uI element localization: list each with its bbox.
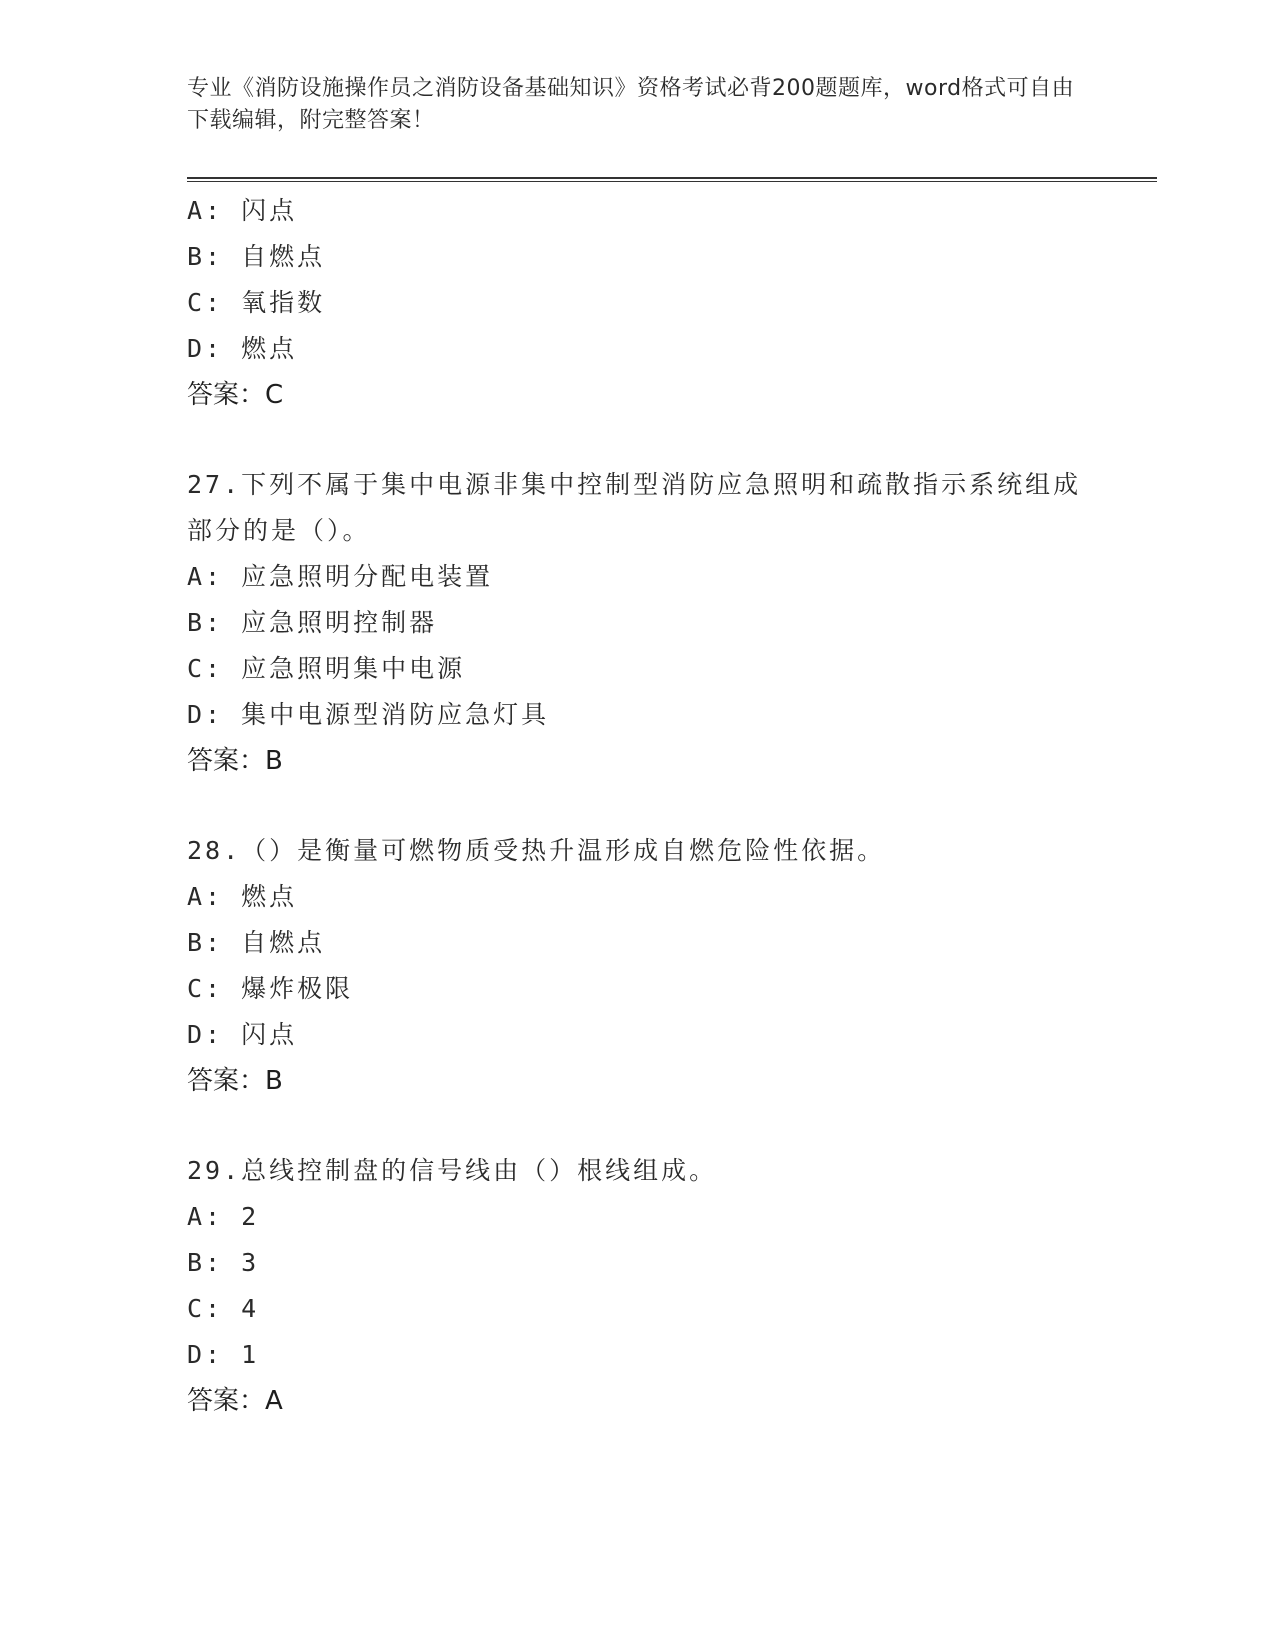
option-c: C: 4 xyxy=(187,1294,260,1323)
question-block-27 xyxy=(187,462,1087,784)
option-d: D: 闪点 xyxy=(187,1020,298,1049)
option-c: C: 爆炸极限 xyxy=(187,974,354,1003)
option-d: D: 1 xyxy=(187,1340,260,1369)
answer-line: 答案：C xyxy=(187,380,284,410)
document-header: 专业《消防设施操作员之消防设备基础知识》资格考试必背200题题库，word格式可自由下载编辑，附完整答案！ xyxy=(187,76,1075,133)
option-a: A: 应急照明分配电装置 xyxy=(187,562,494,591)
answer-line: 答案：B xyxy=(187,1066,283,1096)
question-text: 28.（）是衡量可燃物质受热升温形成自燃危险性依据。 xyxy=(187,836,886,865)
question-block-26 xyxy=(187,188,1087,418)
option-a: A: 燃点 xyxy=(187,882,298,911)
option-d: D: 集中电源型消防应急灯具 xyxy=(187,700,550,729)
answer-line: 答案：A xyxy=(187,1386,283,1416)
header-divider xyxy=(187,177,1157,182)
answer-line: 答案：B xyxy=(187,746,283,776)
option-d: D: 燃点 xyxy=(187,334,298,363)
option-a: A: 2 xyxy=(187,1202,260,1231)
question-text: 27.下列不属于集中电源非集中控制型消防应急照明和疏散指示系统组成部分的是（）。 xyxy=(187,470,1082,545)
option-b: B: 应急照明控制器 xyxy=(187,608,438,637)
option-a: A: 闪点 xyxy=(187,196,298,225)
option-c: C: 氧指数 xyxy=(187,288,326,317)
option-c: C: 应急照明集中电源 xyxy=(187,654,466,683)
question-block-29 xyxy=(187,1148,1087,1424)
option-b: B: 自燃点 xyxy=(187,242,326,271)
option-b: B: 自燃点 xyxy=(187,928,326,957)
option-b: B: 3 xyxy=(187,1248,260,1277)
question-block-28 xyxy=(187,828,1087,1104)
question-list xyxy=(187,188,1087,1424)
question-text: 29.总线控制盘的信号线由（）根线组成。 xyxy=(187,1156,718,1185)
